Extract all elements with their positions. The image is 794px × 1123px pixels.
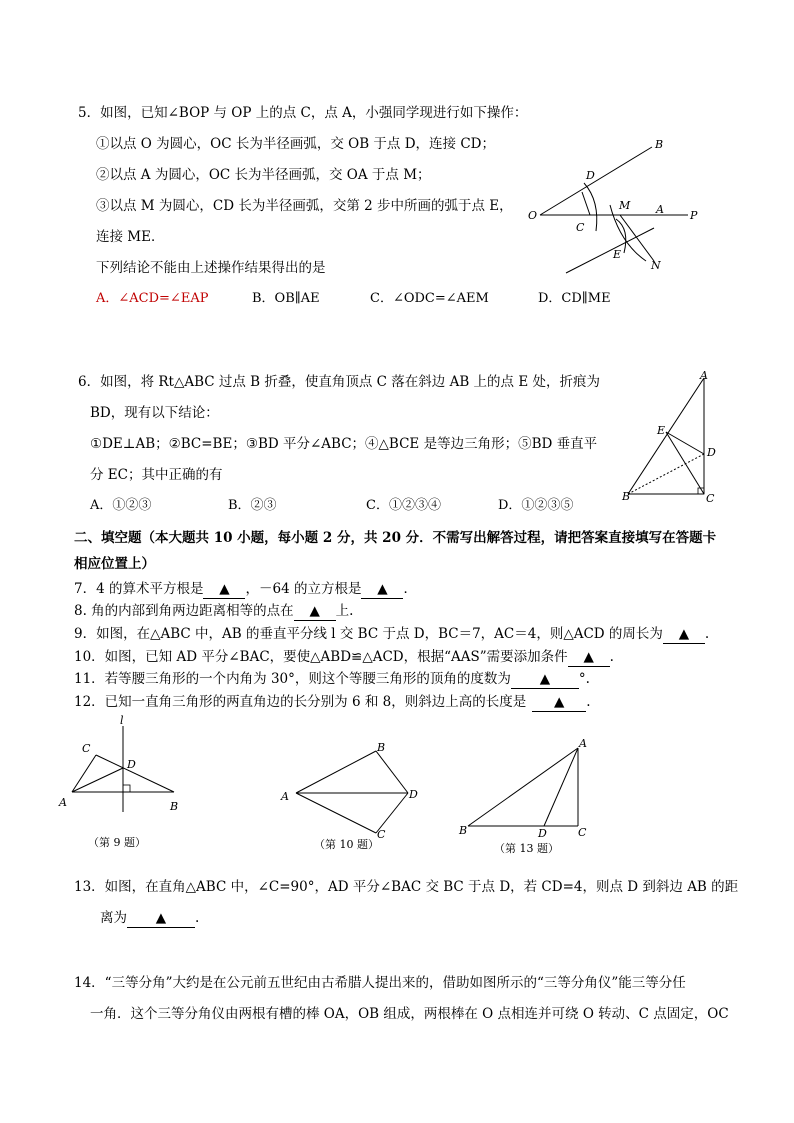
label-c: C	[377, 828, 386, 840]
q9-text-c: .	[704, 626, 710, 642]
fig10-caption: （第 10 题）	[314, 838, 379, 851]
label-a: A	[700, 370, 708, 382]
q12-text-c: .	[586, 694, 591, 710]
label-l: l	[120, 714, 124, 727]
q11-blank[interactable]: ▲	[511, 670, 579, 689]
segment-ec	[666, 432, 704, 494]
q7-blank-2[interactable]: ▲	[361, 580, 403, 599]
q12-text-a: 12．已知一直角三角形的两直角边的长分别为 6 和 8，则斜边上高的长度是	[74, 694, 527, 710]
q10-text-a: 10．如图，已知 AD 平分∠BAC，要使△ABD≌△ACD，根据“AAS”需要添加条件	[74, 649, 568, 665]
q14-line2: 一角．这个三等分角仪由两根有槽的棒 OA，OB 组成，两根棒在 O 点相连并可绕 O 转动、C 点固定，OC	[90, 1006, 729, 1022]
q8-text-a: 8. 角的内部到角两边距离相等的点在	[74, 603, 294, 619]
q5-option-b: B．OB∥AE	[252, 291, 320, 306]
label-b: B	[170, 800, 179, 813]
q8-text-c: 上.	[335, 603, 354, 619]
side-cd	[376, 793, 408, 833]
label-a: A	[281, 790, 289, 803]
side-ab	[296, 751, 376, 793]
q8-blank[interactable]: ▲	[294, 602, 336, 621]
q5-option-c: C．∠ODC=∠AEM	[370, 291, 489, 306]
q9-text-a: 9．如图，在△ABC 中，AB 的垂直平分线 l 交 BC 于点 D，BC＝7，AC＝4，则△ACD 的周长为	[74, 626, 663, 642]
q13-blank[interactable]: ▲	[127, 909, 195, 928]
q9	[74, 625, 709, 644]
q13-line1: 13．如图，在直角△ABC 中，∠C=90°，AD 平分∠BAC 交 BC 于点 D，若 CD=4，则点 D 到斜边 AB 的距	[74, 879, 739, 895]
arc-d	[584, 183, 597, 231]
q6-option-a: A．①②③	[90, 498, 152, 513]
label-n: N	[651, 259, 661, 272]
label-d: D	[538, 827, 547, 838]
q5-option-d: D．CD∥ME	[538, 291, 611, 306]
q13-text-c: .	[195, 910, 200, 926]
fig9-figure	[56, 712, 192, 816]
label-d: D	[586, 169, 595, 182]
label-a: A	[59, 796, 67, 809]
segment-ed	[666, 432, 704, 454]
q10-blank[interactable]: ▲	[568, 648, 610, 667]
q7-blank-1[interactable]: ▲	[203, 580, 245, 599]
q5-step1: ①以点 O 为圆心，OC 长为半径画弧，交 OB 于点 D，连接 CD；	[96, 136, 495, 152]
q11-text-a: 11．若等腰三角形的一个内角为 30°，则这个等腰三角形的顶角的度数为	[74, 671, 511, 687]
label-c: C	[706, 492, 715, 505]
fold-bd	[628, 454, 704, 494]
section2-title-cont: 相应位置上）	[74, 556, 155, 572]
fig13-figure	[456, 734, 606, 838]
fig13-caption: （第 13 题）	[494, 842, 559, 855]
q7-text-c: ．	[403, 581, 417, 597]
label-a: A	[579, 737, 587, 750]
label-b: B	[459, 824, 468, 837]
q6-option-d: D．①②③⑤	[498, 498, 574, 513]
label-d: D	[409, 788, 418, 801]
q5-step3: ③以点 M 为圆心，CD 长为半径画弧，交第 2 步中所画的弧于点 E，	[96, 198, 513, 214]
label-b: B	[622, 490, 631, 503]
q12	[74, 693, 591, 712]
q7	[74, 580, 417, 599]
q6-items2: 分 EC；其中正确的有	[90, 467, 223, 483]
q14-line1: 14．“三等分角”大约是在公元前五世纪由古希腊人提出来的，借助如图所示的“三等分角仪”能三等分任	[74, 975, 686, 991]
label-o: O	[528, 209, 538, 222]
q5-stem: 5．如图，已知∠BOP 与 OP 上的点 C，点 A，小强同学现进行如下操作：	[78, 105, 528, 121]
segment-cd	[582, 192, 590, 215]
q7-text-a: 7．4 的算术平方根是	[74, 581, 204, 597]
q10	[74, 648, 614, 667]
label-c: C	[578, 826, 587, 838]
fig10-figure	[276, 738, 426, 840]
q13-text-b: 离为	[100, 910, 127, 926]
q5-option-a: A．∠ACD=∠EAP	[96, 291, 209, 306]
label-p: P	[690, 209, 698, 222]
q13-line2	[100, 909, 199, 928]
q6-option-b: B．②③	[228, 498, 277, 513]
q5-figure	[520, 135, 710, 285]
label-c: C	[576, 221, 585, 234]
q5-step3b: 连接 ME．	[96, 229, 165, 245]
q11	[74, 670, 590, 689]
q5-step2: ②以点 A 为圆心，OC 长为半径画弧，交 OA 于点 M；	[96, 167, 431, 183]
fig9-caption: （第 9 题）	[88, 836, 146, 849]
q10-text-c: .	[609, 649, 614, 665]
side-ac	[296, 793, 376, 833]
q8	[74, 602, 353, 621]
label-d: D	[707, 446, 716, 459]
label-b: B	[377, 741, 386, 754]
right-angle-mark	[123, 785, 130, 792]
q9-blank[interactable]: ▲	[663, 625, 705, 644]
side-ab	[628, 378, 704, 494]
q5-question: 下列结论不能由上述操作结果得出的是	[96, 260, 326, 276]
label-b: B	[655, 138, 664, 151]
label-e: E	[657, 424, 666, 437]
q11-text-c: °.	[578, 671, 590, 687]
label-c: C	[82, 742, 91, 755]
q6-items: ①DE⊥AB；②BC=BE；③BD 平分∠ABC；④△BCE 是等边三角形；⑤BD 垂直平	[90, 436, 598, 452]
label-a: A	[656, 203, 664, 216]
q6-figure	[612, 370, 722, 508]
label-e: E	[613, 248, 622, 261]
ray-ob	[540, 147, 652, 215]
q12-blank[interactable]: ▲	[532, 693, 586, 712]
q6-stem: 6．如图，将 Rt△ABC 过点 B 折叠，使直角顶点 C 落在斜边 AB 上的点 E 处，折痕为	[78, 374, 600, 390]
side-bd	[376, 751, 408, 793]
q7-text-b: ，－64 的立方根是	[245, 581, 362, 597]
q6-option-c: C．①②③④	[366, 498, 441, 513]
label-m: M	[619, 199, 631, 212]
line-ae	[566, 228, 654, 273]
q6-stem2: BD，现有以下结论：	[90, 405, 219, 421]
section2-title: 二、填空题（本大题共 10 小题，每小题 2 分，共 20 分．不需写出解答过程，请把答案直接填写在答题卡	[74, 530, 717, 546]
label-d: D	[127, 758, 136, 771]
